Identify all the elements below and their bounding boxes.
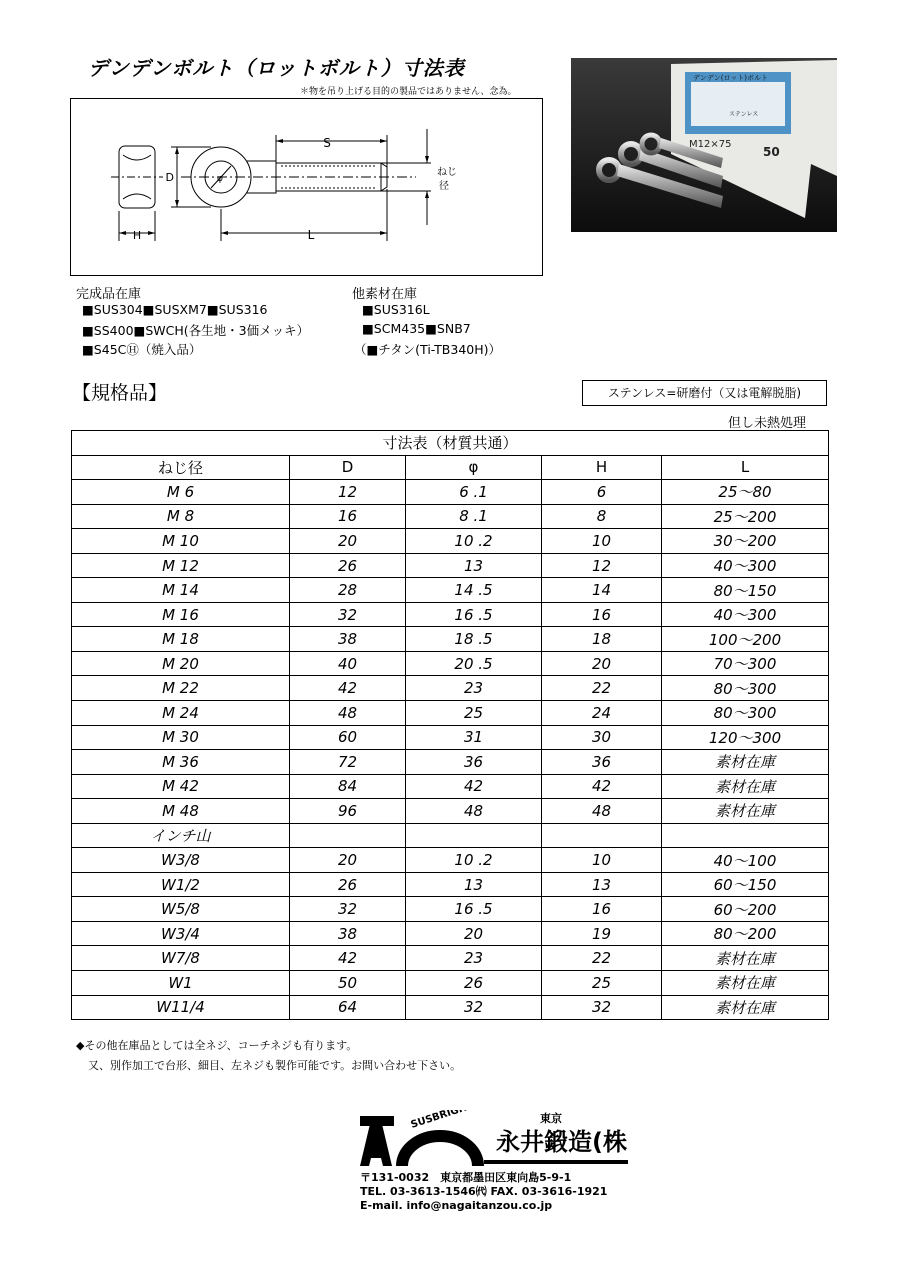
stock-right-item: ■SUS316L: [362, 302, 430, 317]
company-phone: TEL. 03-3613-1546㈹ FAX. 03-3616-1921: [360, 1185, 608, 1198]
cell-d: 16: [290, 504, 406, 529]
cell-h: 13: [542, 872, 662, 897]
stock-right-item: （■チタン(Ti-TB340H)）: [354, 342, 501, 357]
cell-d: 26: [290, 553, 406, 578]
cell-l: 80～200: [662, 921, 829, 946]
finish-box: ステンレス=研磨付（又は電解脱脂): [582, 380, 827, 406]
table-row: [72, 946, 829, 971]
cell-d: 26: [290, 872, 406, 897]
dimension-diagram: [70, 98, 543, 276]
cell-h: [542, 823, 662, 848]
cell-l: 120～300: [662, 725, 829, 750]
cell-phi: 23: [406, 676, 542, 701]
cell-l: 60～200: [662, 897, 829, 922]
logo-brand: SUSBRIGHT: [409, 1110, 475, 1131]
table-row: [72, 725, 829, 750]
cell-thread: M 8: [72, 504, 290, 529]
cell-phi: 20 .5: [406, 651, 542, 676]
cell-d: [290, 823, 406, 848]
cell-phi: 48: [406, 799, 542, 824]
cell-thread: W1: [72, 971, 290, 996]
company-email: E-mail. info@nagaitanzou.co.jp: [360, 1199, 553, 1212]
cell-thread: インチ山: [72, 823, 290, 848]
header-thread: ねじ径: [72, 455, 290, 480]
table-row: [72, 774, 829, 799]
cell-phi: 18 .5: [406, 627, 542, 652]
cell-l: 素材在庫: [662, 946, 829, 971]
cell-thread: W3/4: [72, 921, 290, 946]
header-d: D: [290, 455, 406, 480]
cell-phi: 25: [406, 701, 542, 726]
cell-h: 25: [542, 971, 662, 996]
photo-qty-label: 50: [763, 145, 780, 159]
cell-phi: 10 .2: [406, 529, 542, 554]
table-row: [72, 799, 829, 824]
cell-d: 42: [290, 946, 406, 971]
cell-h: 32: [542, 995, 662, 1020]
table-row: [72, 578, 829, 603]
cell-l: 40～100: [662, 848, 829, 873]
dim-s-label: S: [323, 136, 331, 150]
stock-left-item: ■S45CⒽ（焼入品）: [82, 342, 202, 357]
cell-d: 38: [290, 627, 406, 652]
photo-box-sub: ステンレス: [729, 111, 759, 118]
cell-phi: 13: [406, 553, 542, 578]
cell-d: 38: [290, 921, 406, 946]
cell-h: 48: [542, 799, 662, 824]
table-row: [72, 823, 829, 848]
table-row: [72, 848, 829, 873]
cell-l: 40～300: [662, 553, 829, 578]
cell-phi: 10 .2: [406, 848, 542, 873]
cell-l: 素材在庫: [662, 799, 829, 824]
cell-d: 50: [290, 971, 406, 996]
table-row: [72, 627, 829, 652]
cell-l: 70～300: [662, 651, 829, 676]
table-row: [72, 553, 829, 578]
cell-d: 72: [290, 750, 406, 775]
table-row: [72, 971, 829, 996]
cell-l: 80～300: [662, 676, 829, 701]
stock-left-heading: 完成品在庫: [76, 287, 142, 302]
cell-thread: W7/8: [72, 946, 290, 971]
table-row: [72, 480, 829, 505]
stock-right-heading: 他素材在庫: [352, 287, 418, 302]
cell-h: 16: [542, 897, 662, 922]
page-title: デンデンボルト（ロットボルト）寸法表: [88, 56, 465, 80]
cell-l: [662, 823, 829, 848]
table-row: [72, 701, 829, 726]
cell-h: 14: [542, 578, 662, 603]
product-photo: [571, 58, 837, 232]
cell-d: 12: [290, 480, 406, 505]
cell-d: 96: [290, 799, 406, 824]
cell-thread: M 24: [72, 701, 290, 726]
table-row: [72, 872, 829, 897]
cell-thread: M 6: [72, 480, 290, 505]
cell-d: 28: [290, 578, 406, 603]
cell-thread: M 42: [72, 774, 290, 799]
stock-left-item: ■SS400■SWCH(各生地・3価メッキ）: [82, 323, 310, 338]
cell-h: 18: [542, 627, 662, 652]
cell-l: 素材在庫: [662, 750, 829, 775]
cell-thread: M 12: [72, 553, 290, 578]
table-header-row: [72, 455, 829, 480]
thread-label-2: 径: [439, 181, 449, 192]
cell-h: 6: [542, 480, 662, 505]
cell-phi: 32: [406, 995, 542, 1020]
cell-thread: W11/4: [72, 995, 290, 1020]
cell-h: 8: [542, 504, 662, 529]
cell-d: 32: [290, 897, 406, 922]
cell-thread: M 10: [72, 529, 290, 554]
cell-l: 素材在庫: [662, 995, 829, 1020]
header-phi: φ: [406, 455, 542, 480]
cell-phi: 8 .1: [406, 504, 542, 529]
cell-phi: 23: [406, 946, 542, 971]
dim-d-label: D: [165, 171, 174, 184]
dim-phi-label: φ: [217, 174, 223, 184]
cell-thread: M 20: [72, 651, 290, 676]
table-row: [72, 921, 829, 946]
cell-thread: M 22: [72, 676, 290, 701]
cell-l: 100～200: [662, 627, 829, 652]
cell-phi: 20: [406, 921, 542, 946]
logo-a-mark: [360, 1124, 392, 1166]
cell-thread: W1/2: [72, 872, 290, 897]
table-row: [72, 504, 829, 529]
cell-l: 40～300: [662, 602, 829, 627]
company-address: 〒131-0032 東京都墨田区東向島5-9-1: [360, 1171, 572, 1184]
cell-d: 20: [290, 848, 406, 873]
cell-d: 32: [290, 602, 406, 627]
cell-l: 素材在庫: [662, 971, 829, 996]
spec-table: [71, 430, 829, 1020]
cell-l: 25～80: [662, 480, 829, 505]
logo-region: 東京: [540, 1112, 562, 1125]
table-row: [72, 529, 829, 554]
stock-left-item: ■SUS304■SUSXM7■SUS316: [82, 302, 268, 317]
cell-d: 84: [290, 774, 406, 799]
cell-phi: 31: [406, 725, 542, 750]
cell-thread: M 36: [72, 750, 290, 775]
cell-h: 16: [542, 602, 662, 627]
table-row: [72, 651, 829, 676]
photo-box-title: デンデン(ロット)ボルト: [693, 74, 769, 82]
logo-company-name: 永井鍛造(株): [496, 1128, 628, 1156]
finish-note: 但し未熱処理: [728, 416, 807, 431]
cell-l: 60～150: [662, 872, 829, 897]
cell-phi: 26: [406, 971, 542, 996]
cell-phi: 36: [406, 750, 542, 775]
footer-note: 又、別作加工で台形、細目、左ネジも製作可能です。お問い合わせ下さい。: [88, 1059, 462, 1072]
dim-l-label: L: [307, 228, 315, 242]
table-caption: 寸法表（材質共通）: [72, 431, 829, 456]
dim-h-label: H: [132, 229, 142, 242]
cell-phi: 16 .5: [406, 897, 542, 922]
cell-phi: 42: [406, 774, 542, 799]
cell-d: 64: [290, 995, 406, 1020]
cell-d: 42: [290, 676, 406, 701]
cell-thread: M 48: [72, 799, 290, 824]
cell-phi: 13: [406, 872, 542, 897]
usage-warning: ＊物を吊り上げる目的の製品ではありません、念為。: [300, 87, 517, 97]
cell-thread: M 16: [72, 602, 290, 627]
cell-h: 10: [542, 529, 662, 554]
cell-h: 10: [542, 848, 662, 873]
cell-d: 48: [290, 701, 406, 726]
cell-h: 24: [542, 701, 662, 726]
company-logo: [358, 1110, 628, 1170]
cell-l: 80～300: [662, 701, 829, 726]
cell-thread: W5/8: [72, 897, 290, 922]
cell-l: 25～200: [662, 504, 829, 529]
cell-l: 素材在庫: [662, 774, 829, 799]
cell-thread: M 14: [72, 578, 290, 603]
cell-h: 42: [542, 774, 662, 799]
cell-thread: M 18: [72, 627, 290, 652]
cell-d: 60: [290, 725, 406, 750]
photo-size-label: M12×75: [689, 139, 732, 150]
cell-d: 20: [290, 529, 406, 554]
cell-h: 22: [542, 946, 662, 971]
table-row: [72, 676, 829, 701]
cell-phi: 16 .5: [406, 602, 542, 627]
company-address-block: [360, 1171, 607, 1213]
table-row: [72, 897, 829, 922]
cell-h: 12: [542, 553, 662, 578]
cell-l: 80～150: [662, 578, 829, 603]
cell-thread: W3/8: [72, 848, 290, 873]
cell-h: 36: [542, 750, 662, 775]
table-row: [72, 602, 829, 627]
cell-l: 30～200: [662, 529, 829, 554]
table-row: [72, 750, 829, 775]
cell-h: 22: [542, 676, 662, 701]
section-title: 【規格品】: [72, 382, 168, 404]
table-row: [72, 995, 829, 1020]
cell-h: 20: [542, 651, 662, 676]
stock-right-item: ■SCM435■SNB7: [362, 321, 471, 336]
cell-phi: [406, 823, 542, 848]
cell-phi: 6 .1: [406, 480, 542, 505]
footer-note: ◆その他在庫品としては全ネジ、コーチネジも有ります。: [76, 1039, 358, 1052]
cell-h: 30: [542, 725, 662, 750]
header-l: L: [662, 455, 829, 480]
cell-thread: M 30: [72, 725, 290, 750]
header-h: H: [542, 455, 662, 480]
cell-phi: 14 .5: [406, 578, 542, 603]
cell-h: 19: [542, 921, 662, 946]
thread-label-1: ねじ: [437, 167, 457, 178]
bolt-drawing: [71, 99, 542, 275]
cell-d: 40: [290, 651, 406, 676]
